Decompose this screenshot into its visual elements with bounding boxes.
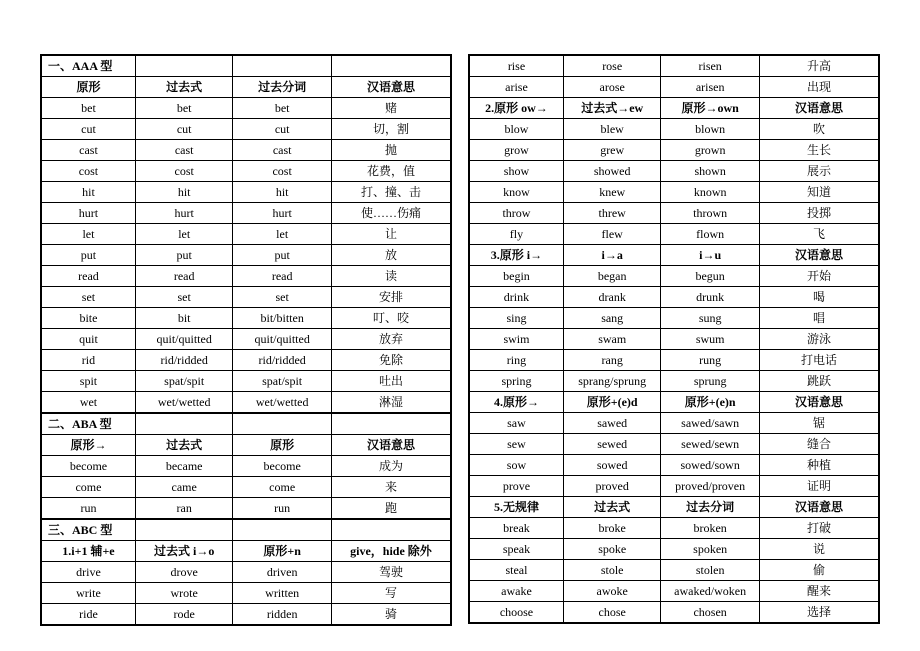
base-form-cell: grow <box>469 140 563 161</box>
meaning-cell: 使……伤痛 <box>331 203 451 224</box>
base-form-cell: arise <box>469 77 563 98</box>
past-tense-cell: threw <box>563 203 660 224</box>
base-form-cell: sew <box>469 434 563 455</box>
past-tense-cell: put <box>135 245 232 266</box>
column-header: give，hide 除外 <box>331 541 451 562</box>
meaning-cell: 跳跃 <box>759 371 879 392</box>
column-header: 过去式 <box>135 77 232 98</box>
past-tense-cell: showed <box>563 161 660 182</box>
base-form-cell: bet <box>41 98 135 119</box>
past-tense-cell: hit <box>135 182 232 203</box>
table-row <box>41 456 451 477</box>
past-participle-cell: quit/quitted <box>233 329 331 350</box>
base-form-cell: cut <box>41 119 135 140</box>
base-form-cell: know <box>469 182 563 203</box>
section-title-row <box>41 55 451 77</box>
meaning-cell: 偷 <box>759 560 879 581</box>
past-participle-cell: bit/bitten <box>233 308 331 329</box>
table-row <box>469 455 879 476</box>
table-row <box>469 224 879 245</box>
base-form-cell: spit <box>41 371 135 392</box>
base-form-cell: spring <box>469 371 563 392</box>
meaning-cell: 打、撞、击 <box>331 182 451 203</box>
meaning-cell: 生长 <box>759 140 879 161</box>
column-header: 3.原形 i→ <box>469 245 563 266</box>
column-header: 原形 <box>41 77 135 98</box>
header-row <box>41 77 451 98</box>
meaning-cell: 选择 <box>759 602 879 624</box>
past-tense-cell: cast <box>135 140 232 161</box>
table-row <box>469 182 879 203</box>
base-form-cell: cast <box>41 140 135 161</box>
section-title: 三、ABC 型 <box>41 519 135 541</box>
base-form-cell: ride <box>41 604 135 626</box>
past-tense-cell: blew <box>563 119 660 140</box>
base-form-cell: drive <box>41 562 135 583</box>
past-participle-cell: spat/spit <box>233 371 331 392</box>
base-form-cell: fly <box>469 224 563 245</box>
meaning-cell: 读 <box>331 266 451 287</box>
meaning-cell: 展示 <box>759 161 879 182</box>
meaning-cell: 成为 <box>331 456 451 477</box>
base-form-cell: ring <box>469 350 563 371</box>
meaning-cell: 安排 <box>331 287 451 308</box>
past-participle-cell: grown <box>661 140 759 161</box>
base-form-cell: break <box>469 518 563 539</box>
past-participle-cell: cost <box>233 161 331 182</box>
empty-cell <box>233 519 331 541</box>
past-participle-cell: hurt <box>233 203 331 224</box>
past-tense-cell: proved <box>563 476 660 497</box>
table-row <box>41 350 451 371</box>
table-row <box>41 245 451 266</box>
past-tense-cell: knew <box>563 182 660 203</box>
table-row <box>469 413 879 434</box>
table-row <box>41 329 451 350</box>
past-tense-cell: rid/ridded <box>135 350 232 371</box>
meaning-cell: 飞 <box>759 224 879 245</box>
past-tense-cell: set <box>135 287 232 308</box>
past-participle-cell: awaked/woken <box>661 581 759 602</box>
meaning-cell: 花费，值 <box>331 161 451 182</box>
past-participle-cell: sung <box>661 308 759 329</box>
base-form-cell: begin <box>469 266 563 287</box>
past-participle-cell: become <box>233 456 331 477</box>
past-participle-cell: sprung <box>661 371 759 392</box>
base-form-cell: set <box>41 287 135 308</box>
base-form-cell: put <box>41 245 135 266</box>
past-tense-cell: chose <box>563 602 660 624</box>
past-tense-cell: spat/spit <box>135 371 232 392</box>
past-participle-cell: cut <box>233 119 331 140</box>
meaning-cell: 开始 <box>759 266 879 287</box>
column-header: i→u <box>661 245 759 266</box>
past-participle-cell: flown <box>661 224 759 245</box>
meaning-cell: 缝合 <box>759 434 879 455</box>
meaning-cell: 打电话 <box>759 350 879 371</box>
base-form-cell: rise <box>469 55 563 77</box>
table-row <box>469 287 879 308</box>
base-form-cell: come <box>41 477 135 498</box>
past-tense-cell: sewed <box>563 434 660 455</box>
past-participle-cell: sowed/sown <box>661 455 759 476</box>
meaning-cell: 赌 <box>331 98 451 119</box>
table-row <box>41 371 451 392</box>
past-participle-cell: arisen <box>661 77 759 98</box>
past-participle-cell: spoken <box>661 539 759 560</box>
past-participle-cell: chosen <box>661 602 759 624</box>
column-header: 汉语意思 <box>759 392 879 413</box>
table-row <box>41 562 451 583</box>
table-row <box>41 392 451 414</box>
base-form-cell: show <box>469 161 563 182</box>
empty-cell <box>135 413 232 435</box>
base-form-cell: saw <box>469 413 563 434</box>
empty-cell <box>135 519 232 541</box>
meaning-cell: 说 <box>759 539 879 560</box>
past-participle-cell: wet/wetted <box>233 392 331 414</box>
base-form-cell: sow <box>469 455 563 476</box>
table-row <box>469 308 879 329</box>
column-header: 汉语意思 <box>331 77 451 98</box>
meaning-cell: 醒来 <box>759 581 879 602</box>
table-row <box>41 498 451 520</box>
past-tense-cell: arose <box>563 77 660 98</box>
table-row <box>469 350 879 371</box>
header-row <box>469 245 879 266</box>
base-form-cell: hit <box>41 182 135 203</box>
past-tense-cell: cut <box>135 119 232 140</box>
base-form-cell: wet <box>41 392 135 414</box>
meaning-cell: 升高 <box>759 55 879 77</box>
meaning-cell: 种植 <box>759 455 879 476</box>
past-tense-cell: quit/quitted <box>135 329 232 350</box>
table-row <box>41 98 451 119</box>
table-row <box>41 604 451 626</box>
column-header: 汉语意思 <box>759 98 879 119</box>
base-form-cell: quit <box>41 329 135 350</box>
meaning-cell: 抛 <box>331 140 451 161</box>
base-form-cell: become <box>41 456 135 477</box>
table-row <box>469 602 879 624</box>
past-participle-cell: broken <box>661 518 759 539</box>
past-participle-cell: blown <box>661 119 759 140</box>
past-tense-cell: wet/wetted <box>135 392 232 414</box>
empty-cell <box>331 519 451 541</box>
base-form-cell: write <box>41 583 135 604</box>
left-verb-table <box>40 54 452 626</box>
past-participle-cell: read <box>233 266 331 287</box>
meaning-cell: 吹 <box>759 119 879 140</box>
table-row <box>469 55 879 77</box>
past-tense-cell: grew <box>563 140 660 161</box>
table-row <box>41 119 451 140</box>
column-header: 原形+(e)d <box>563 392 660 413</box>
meaning-cell: 切，割 <box>331 119 451 140</box>
header-row <box>41 541 451 562</box>
table-row <box>41 287 451 308</box>
empty-cell <box>233 55 331 77</box>
past-tense-cell: sawed <box>563 413 660 434</box>
table-row <box>41 308 451 329</box>
column-header: 过去分词 <box>233 77 331 98</box>
past-tense-cell: hurt <box>135 203 232 224</box>
meaning-cell: 投掷 <box>759 203 879 224</box>
column-header: 原形→own <box>661 98 759 119</box>
past-participle-cell: set <box>233 287 331 308</box>
column-header: 1.i+1 辅+e <box>41 541 135 562</box>
table-row <box>469 329 879 350</box>
past-tense-cell: sowed <box>563 455 660 476</box>
past-tense-cell: began <box>563 266 660 287</box>
column-header: 4.原形→ <box>469 392 563 413</box>
empty-cell <box>331 413 451 435</box>
past-participle-cell: swum <box>661 329 759 350</box>
column-header: 过去式 <box>563 497 660 518</box>
base-form-cell: let <box>41 224 135 245</box>
past-participle-cell: written <box>233 583 331 604</box>
past-participle-cell: rung <box>661 350 759 371</box>
base-form-cell: prove <box>469 476 563 497</box>
base-form-cell: swim <box>469 329 563 350</box>
base-form-cell: cost <box>41 161 135 182</box>
past-participle-cell: cast <box>233 140 331 161</box>
column-header: 原形+n <box>233 541 331 562</box>
column-header: 过去式 i→o <box>135 541 232 562</box>
meaning-cell: 唱 <box>759 308 879 329</box>
past-participle-cell: ridden <box>233 604 331 626</box>
column-header: 过去式→ew <box>563 98 660 119</box>
base-form-cell: throw <box>469 203 563 224</box>
column-header: i→a <box>563 245 660 266</box>
base-form-cell: read <box>41 266 135 287</box>
meaning-cell: 放 <box>331 245 451 266</box>
past-tense-cell: stole <box>563 560 660 581</box>
past-participle-cell: hit <box>233 182 331 203</box>
past-tense-cell: flew <box>563 224 660 245</box>
past-participle-cell: drunk <box>661 287 759 308</box>
table-row <box>469 539 879 560</box>
past-tense-cell: bit <box>135 308 232 329</box>
column-header: 原形 <box>233 435 331 456</box>
past-participle-cell: driven <box>233 562 331 583</box>
past-participle-cell: put <box>233 245 331 266</box>
past-participle-cell: shown <box>661 161 759 182</box>
meaning-cell: 让 <box>331 224 451 245</box>
table-row <box>469 140 879 161</box>
past-tense-cell: rode <box>135 604 232 626</box>
past-tense-cell: spoke <box>563 539 660 560</box>
past-participle-cell: proved/proven <box>661 476 759 497</box>
past-tense-cell: sprang/sprung <box>563 371 660 392</box>
table-row <box>41 182 451 203</box>
past-tense-cell: came <box>135 477 232 498</box>
table-row <box>41 140 451 161</box>
table-row <box>469 371 879 392</box>
base-form-cell: hurt <box>41 203 135 224</box>
past-tense-cell: ran <box>135 498 232 520</box>
meaning-cell: 锯 <box>759 413 879 434</box>
column-header: 2.原形 ow→ <box>469 98 563 119</box>
meaning-cell: 证明 <box>759 476 879 497</box>
header-row <box>41 435 451 456</box>
base-form-cell: sing <box>469 308 563 329</box>
past-tense-cell: broke <box>563 518 660 539</box>
section-title: 二、ABA 型 <box>41 413 135 435</box>
base-form-cell: bite <box>41 308 135 329</box>
base-form-cell: rid <box>41 350 135 371</box>
past-tense-cell: rose <box>563 55 660 77</box>
meaning-cell: 放弃 <box>331 329 451 350</box>
header-row <box>469 497 879 518</box>
table-row <box>469 434 879 455</box>
meaning-cell: 骑 <box>331 604 451 626</box>
past-participle-cell: come <box>233 477 331 498</box>
past-tense-cell: read <box>135 266 232 287</box>
past-participle-cell: let <box>233 224 331 245</box>
table-row <box>41 224 451 245</box>
empty-cell <box>331 55 451 77</box>
past-participle-cell: thrown <box>661 203 759 224</box>
base-form-cell: awake <box>469 581 563 602</box>
meaning-cell: 打破 <box>759 518 879 539</box>
past-tense-cell: rang <box>563 350 660 371</box>
base-form-cell: choose <box>469 602 563 624</box>
meaning-cell: 喝 <box>759 287 879 308</box>
past-participle-cell: begun <box>661 266 759 287</box>
table-row <box>41 203 451 224</box>
column-header: 过去分词 <box>661 497 759 518</box>
column-header: 汉语意思 <box>331 435 451 456</box>
past-participle-cell: sawed/sawn <box>661 413 759 434</box>
section-title: 一、AAA 型 <box>41 55 135 77</box>
section-title-row <box>41 413 451 435</box>
past-tense-cell: bet <box>135 98 232 119</box>
past-tense-cell: drove <box>135 562 232 583</box>
meaning-cell: 出现 <box>759 77 879 98</box>
meaning-cell: 叮、咬 <box>331 308 451 329</box>
table-row <box>41 477 451 498</box>
base-form-cell: steal <box>469 560 563 581</box>
past-tense-cell: sang <box>563 308 660 329</box>
table-row <box>41 161 451 182</box>
meaning-cell: 游泳 <box>759 329 879 350</box>
table-row <box>469 476 879 497</box>
header-row <box>469 392 879 413</box>
table-row <box>41 583 451 604</box>
column-header: 汉语意思 <box>759 497 879 518</box>
past-participle-cell: stolen <box>661 560 759 581</box>
column-header: 过去式 <box>135 435 232 456</box>
meaning-cell: 写 <box>331 583 451 604</box>
past-participle-cell: rid/ridded <box>233 350 331 371</box>
meaning-cell: 吐出 <box>331 371 451 392</box>
column-header: 原形→ <box>41 435 135 456</box>
column-header: 原形+(e)n <box>661 392 759 413</box>
past-participle-cell: run <box>233 498 331 520</box>
past-participle-cell: known <box>661 182 759 203</box>
past-participle-cell: sewed/sewn <box>661 434 759 455</box>
table-row <box>469 77 879 98</box>
empty-cell <box>135 55 232 77</box>
table-row <box>469 161 879 182</box>
table-row <box>469 203 879 224</box>
past-participle-cell: bet <box>233 98 331 119</box>
column-header: 5.无规律 <box>469 497 563 518</box>
header-row <box>469 98 879 119</box>
past-tense-cell: swam <box>563 329 660 350</box>
table-row <box>469 119 879 140</box>
past-tense-cell: became <box>135 456 232 477</box>
section-title-row <box>41 519 451 541</box>
meaning-cell: 免除 <box>331 350 451 371</box>
meaning-cell: 跑 <box>331 498 451 520</box>
past-tense-cell: awoke <box>563 581 660 602</box>
base-form-cell: blow <box>469 119 563 140</box>
meaning-cell: 来 <box>331 477 451 498</box>
past-tense-cell: drank <box>563 287 660 308</box>
column-header: 汉语意思 <box>759 245 879 266</box>
base-form-cell: run <box>41 498 135 520</box>
meaning-cell: 驾驶 <box>331 562 451 583</box>
base-form-cell: speak <box>469 539 563 560</box>
table-row <box>469 518 879 539</box>
table-row <box>469 581 879 602</box>
empty-cell <box>233 413 331 435</box>
right-verb-table <box>468 54 880 624</box>
past-tense-cell: cost <box>135 161 232 182</box>
table-row <box>469 266 879 287</box>
past-participle-cell: risen <box>661 55 759 77</box>
past-tense-cell: let <box>135 224 232 245</box>
meaning-cell: 淋湿 <box>331 392 451 414</box>
table-row <box>469 560 879 581</box>
table-row <box>41 266 451 287</box>
past-tense-cell: wrote <box>135 583 232 604</box>
meaning-cell: 知道 <box>759 182 879 203</box>
base-form-cell: drink <box>469 287 563 308</box>
